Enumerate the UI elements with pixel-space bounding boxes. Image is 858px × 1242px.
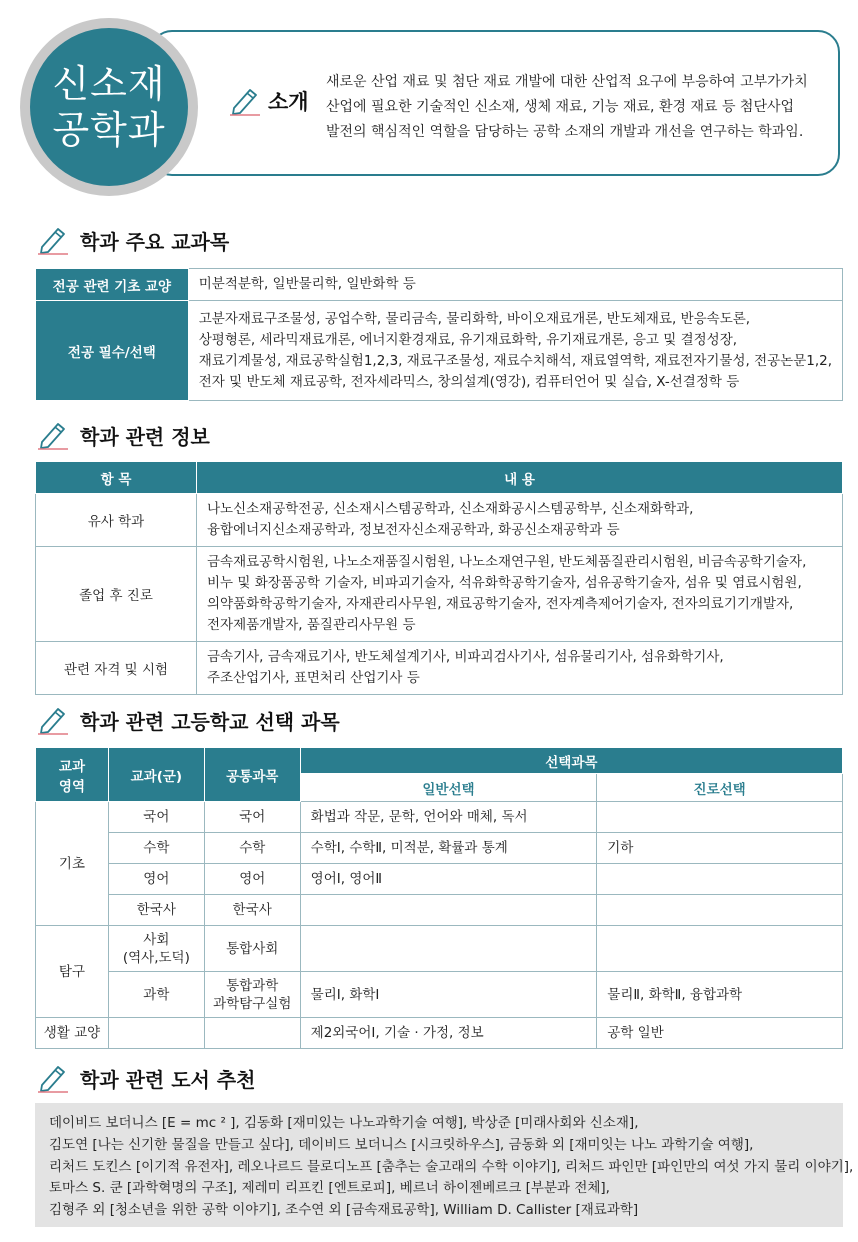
row-label: 졸업 후 진로 [36,547,197,642]
table-row [36,864,843,895]
content-line: 상평형론, 세라믹재료개론, 에너지환경재료, 유기재료화학, 유기재료개론, 응고 및 결정성장, [198,331,738,348]
table-row [36,802,843,833]
row-content [188,269,842,301]
table-row [36,269,843,301]
group-cell: 한국사 [108,895,204,926]
intro-label-text: 소개 [268,90,309,114]
common-cell [204,972,300,1018]
common-cell [204,1018,300,1049]
career-cell [597,926,843,972]
intro-line: 새로운 산업 재료 및 첨단 재료 개발에 대한 산업적 요구에 부응하여 고부가가치 [326,74,808,90]
table-row [36,642,843,695]
hs-subjects-table [35,747,843,1049]
header-content: 내 용 [197,462,843,494]
career-cell [597,802,843,833]
group-cell [108,1018,204,1049]
header-area-line2: 영역 [58,778,85,795]
pencil-icon [228,86,262,116]
row-label: 유사 학과 [36,494,197,547]
content-line: 주조산업기사, 표면처리 산업기사 등 [207,670,420,686]
intro-text [326,70,826,145]
header-area [36,748,109,802]
table-row [36,494,843,547]
career-cell: 공학 일반 [597,1018,843,1049]
content-line: 융합에너지신소재공학과, 정보전자신소재공학과, 화공신소재공학과 등 [207,522,620,538]
table-row [36,926,843,972]
book-line: 토마스 S. 쿤 [과학혁명의 구조], 제레미 리프킨 [엔트로피], 베르너 하이젠베르크 [부분과 전체], [49,1180,610,1197]
header-group: 교과(군) [108,748,204,802]
career-cell [597,864,843,895]
common-cell-line1: 통합과학 [226,977,279,994]
career-cell: 기하 [597,833,843,864]
table-row [36,547,843,642]
header-common: 공통과목 [204,748,300,802]
hs-title-text: 학과 관련 고등학교 선택 과목 [80,709,340,734]
table-row [36,301,843,401]
row-content [188,301,842,401]
pencil-icon [36,705,70,735]
content-line: 나노신소재공학전공, 신소재시스템공학과, 신소재화공시스템공학부, 신소재화학과, [207,501,694,517]
header [0,0,858,200]
general-cell: 제2외국어Ⅰ, 기술 · 가정, 정보 [300,1018,597,1049]
career-cell [597,895,843,926]
general-cell [300,926,597,972]
content-line: 전자제품개발자, 품질관리사무원 등 [207,617,416,633]
content-line: 미분적분학, 일반물리학, 일반화학 등 [198,276,416,292]
pencil-icon [36,420,70,450]
general-cell: 물리Ⅰ, 화학Ⅰ [300,972,597,1018]
intro-line: 발전의 핵심적인 역할을 담당하는 공학 소재의 개발과 개선을 연구하는 학과임. [326,124,804,140]
book-line: 김도연 [나는 신기한 물질을 만들고 싶다], 데이비드 보더니스 [시크릿하우스], 금동화 외 [재미잇는 나노 과학기술 여행], [49,1136,754,1153]
books-title-text: 학과 관련 도서 추천 [80,1067,256,1092]
group-cell: 과학 [108,972,204,1018]
content-line: 재료기계물성, 재료공학실험1,2,3, 재료구조물성, 재료수치해석, 재료열역학, 재료전자기물성, 전공논문1,2, [198,352,832,369]
info-title-text: 학과 관련 정보 [80,424,210,449]
area-cell: 탐구 [36,926,109,1018]
header-career: 진로선택 [597,774,843,802]
pencil-icon [36,1063,70,1093]
table-row [36,972,843,1018]
book-line: 데이비드 보더니스 [E = mc ² ], 김동화 [재미있는 나노과학기술 여행], 박상준 [미래사회와 신소재], [49,1115,639,1131]
content-line: 비누 및 화장품공학 기술자, 비파괴기술자, 석유화학공학기술자, 섬유공학기술자, 섬유 및 염료시험원, [207,575,802,591]
book-line: 리처드 도킨스 [이기적 유전자], 레오나르드 믈로디노프 [춤추는 술고래의 수학 이야기], 리처드 파인만 [파인만의 여섯 가지 물리 이야기], [49,1158,854,1175]
row-content [197,642,843,695]
book-line: 김형주 외 [청소년을 위한 공학 이야기], 조수연 외 [금속재료공학], William D. Callister [재료과학] [49,1202,639,1219]
common-cell: 영어 [204,864,300,895]
table-row [36,1018,843,1049]
books-section-title [36,1063,255,1093]
group-cell-line2: (역사,도덕) [122,949,190,966]
group-cell: 영어 [108,864,204,895]
area-cell: 기초 [36,802,109,926]
header-elective: 선택과목 [300,748,842,774]
table-row [36,895,843,926]
general-cell: 화법과 작문, 문학, 언어와 매체, 독서 [300,802,597,833]
info-section-title [36,420,210,450]
intro-line: 산업에 필요한 기술적인 신소재, 생체 재료, 기능 재료, 환경 재료 등 첨단사업 [326,99,795,115]
department-title-badge [30,28,188,186]
common-cell: 통합사회 [204,926,300,972]
books-list [35,1103,854,1227]
general-cell: 수학Ⅰ, 수학Ⅱ, 미적분, 확률과 통계 [300,833,597,864]
courses-table [35,268,843,401]
courses-section-title [36,225,229,255]
hs-section-title [36,705,340,735]
area-cell: 생활 교양 [36,1018,109,1049]
row-label: 관련 자격 및 시험 [36,642,197,695]
group-cell: 국어 [108,802,204,833]
header-general: 일반선택 [300,774,597,802]
group-cell: 수학 [108,833,204,864]
table-header-row [36,748,843,774]
content-line: 전자 및 반도체 재료공학, 전자세라믹스, 창의설계(영강), 컴퓨터언어 및 실습, X-선결정학 등 [198,373,740,390]
content-line: 고분자재료구조물성, 공업수학, 물리금속, 물리화학, 바이오재료개론, 반도체재료, 반응속도론, [198,310,751,327]
table-row [36,833,843,864]
pencil-icon [36,225,70,255]
career-cell: 물리Ⅱ, 화학Ⅱ, 융합과학 [597,972,843,1018]
common-cell: 수학 [204,833,300,864]
department-title-line2: 공학과 [52,108,166,152]
content-line: 의약품화학공학기술자, 자재관리사무원, 재료공학기술자, 전자계측제어기술자, 전자의료기기개발자, [207,596,794,612]
general-cell [300,895,597,926]
header-item: 항 목 [36,462,197,494]
group-cell-line1: 사회 [143,931,170,948]
row-content [197,547,843,642]
table-header-row [36,462,843,494]
info-table [35,461,843,695]
common-cell-line2: 과학탐구실험 [213,995,292,1012]
content-line: 금속기사, 금속재료기사, 반도체설계기사, 비파괴검사기사, 섬유물리기사, 섬유화학기사, [207,649,724,665]
row-label: 전공 필수/선택 [36,301,189,401]
general-cell: 영어Ⅰ, 영어Ⅱ [300,864,597,895]
content-line: 금속재료공학시험원, 나노소재품질시험원, 나노소재연구원, 반도체품질관리시험원, 비금속공학기술자, [207,554,807,570]
row-label: 전공 관련 기초 교양 [36,269,189,301]
intro-label [228,86,309,116]
common-cell: 한국사 [204,895,300,926]
common-cell: 국어 [204,802,300,833]
courses-title-text: 학과 주요 교과목 [80,229,230,254]
group-cell [108,926,204,972]
header-area-line1: 교과 [58,758,85,775]
row-content [197,494,843,547]
department-title-line1: 신소재 [52,62,166,106]
